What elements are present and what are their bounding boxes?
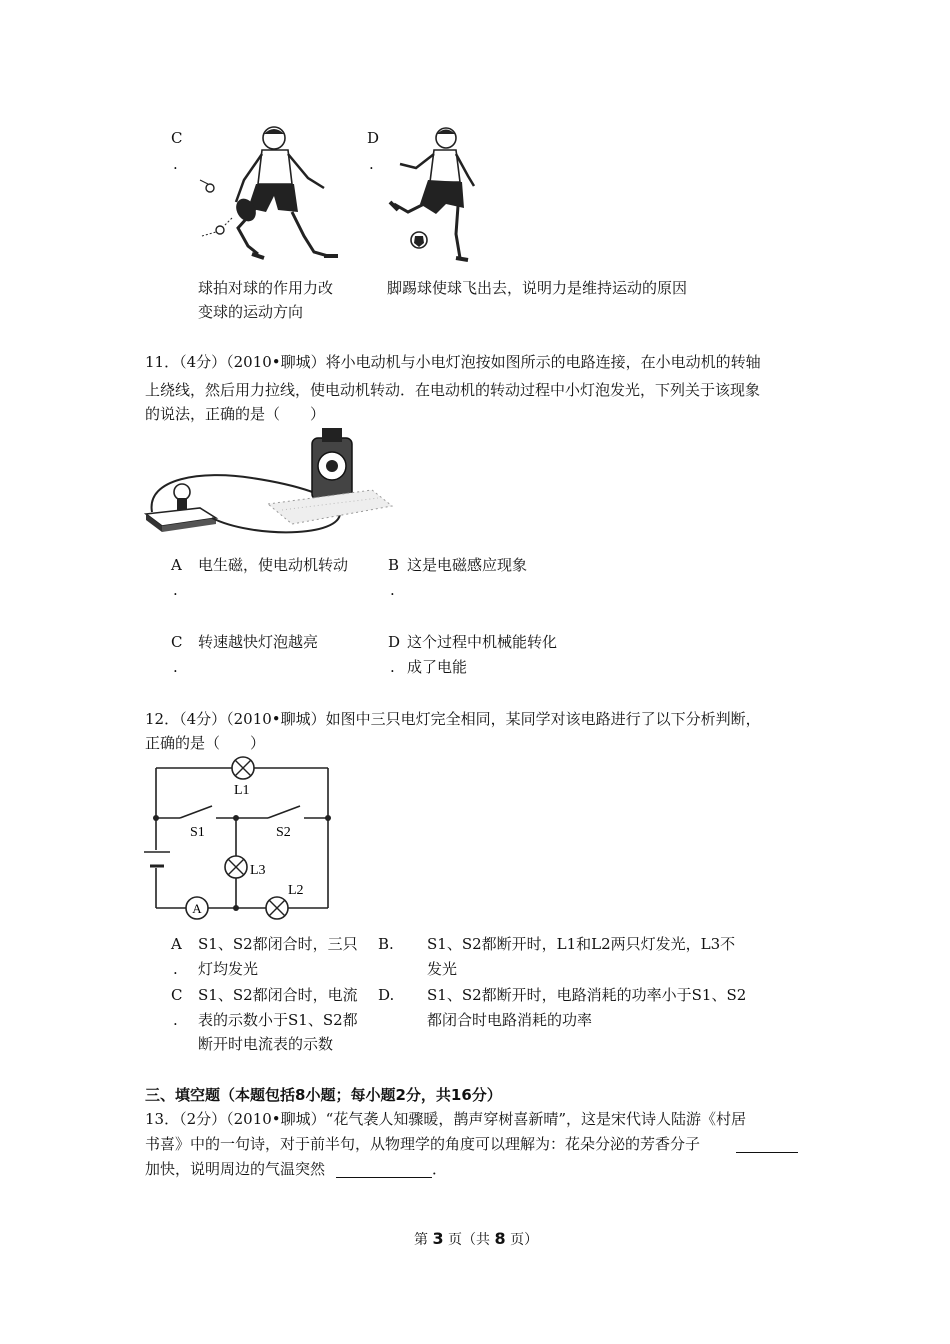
q11-option-d-label: D — [388, 633, 401, 651]
q11-option-d-dot: . — [390, 658, 395, 676]
lamp-l3-label: L3 — [250, 863, 266, 878]
q10-option-c-label: C — [171, 129, 183, 147]
tennis-player-figure — [196, 122, 346, 267]
q12-option-c-dot: . — [173, 1011, 178, 1029]
footer-middle: 页（共 — [448, 1232, 491, 1248]
q11-stem-line1: 11．（4分）（2010•聊城）将小电动机与小电灯泡按如图所示的电路连接，在小电动机的转轴 — [145, 353, 761, 371]
switch-s2-label: S2 — [276, 825, 291, 840]
q11-stem-line3: 的说法，正确的是（ ） — [145, 405, 326, 423]
footer-total-pages: 8 — [494, 1229, 506, 1248]
motor-bulb-figure — [142, 426, 394, 538]
q12-option-b-text-line1: S1、S2都断开时，L1和L2两只灯发光，L3不 — [427, 935, 736, 953]
q11-option-a-dot: . — [173, 581, 178, 599]
q12-option-c-text-line1: S1、S2都闭合时，电流 — [198, 986, 358, 1004]
q10-option-c-text-line1: 球拍对球的作用力改 — [198, 279, 334, 297]
q10-option-d-dot: . — [369, 155, 374, 173]
q11-option-d-text-line2: 成了电能 — [407, 658, 468, 676]
q13-stem-line2: 书喜》中的一句诗，对于前半句，从物理学的角度可以理解为：花朵分泌的芳香分子 — [145, 1135, 701, 1153]
q12-option-a-text-line2: 灯均发光 — [198, 960, 259, 978]
section-heading: 三、填空题（本题包括8小题；每小题2分，共16分） — [145, 1086, 502, 1104]
footer-suffix: 页） — [510, 1232, 539, 1248]
q12-stem-line1: 12．（4分）（2010•聊城）如图中三只电灯完全相同，某同学对该电路进行了以下分析判断， — [145, 710, 761, 728]
footer-prefix: 第 — [414, 1232, 428, 1248]
q11-option-c-dot: . — [173, 658, 178, 676]
q11-option-a-text: 电生磁，使电动机转动 — [198, 556, 349, 574]
q12-option-d-label: D. — [378, 986, 395, 1004]
q11-option-b-text: 这是电磁感应现象 — [407, 556, 528, 574]
soccer-kick-figure — [386, 124, 486, 264]
q13-answer-blank-1[interactable] — [736, 1138, 798, 1153]
q13-stem-line3: 加快，说明周边的气温突然 — [145, 1160, 326, 1178]
q12-option-a-label: A — [171, 935, 182, 953]
q12-option-b-label: B. — [378, 935, 394, 953]
q10-option-d-text: 脚踢球使球飞出去，说明力是维持运动的原因 — [387, 279, 688, 297]
q10-option-c-dot: . — [173, 155, 178, 173]
footer-page-number: 3 — [432, 1229, 444, 1248]
q13-stem-line1: 13．（2分）（2010•聊城）“花气袭人知骤暖，鹊声穿树喜新晴”，这是宋代诗人陆游《村居 — [145, 1110, 746, 1128]
q12-option-c-label: C — [171, 986, 183, 1004]
q12-stem-line2: 正确的是（ ） — [145, 734, 266, 752]
q13-answer-blank-2[interactable] — [336, 1163, 432, 1178]
q10-option-c-text-line2: 变球的运动方向 — [198, 303, 304, 321]
q12-option-d-text-line1: S1、S2都断开时，电路消耗的功率小于S1、S2 — [427, 986, 747, 1004]
q12-option-c-text-line3: 断开时电流表的示数 — [198, 1035, 334, 1053]
q12-option-d-text-line2: 都闭合时电路消耗的功率 — [427, 1011, 593, 1029]
q12-option-a-dot: . — [173, 960, 178, 978]
q10-option-d-label: D — [367, 129, 380, 147]
q11-stem-line2: 上绕线，然后用力拉线，使电动机转动．在电动机的转动过程中小灯泡发光，下列关于该现象 — [145, 381, 761, 399]
q11-option-b-dot: . — [390, 581, 395, 599]
ammeter-label: A — [192, 901, 202, 916]
q13-stem-line3-end: ． — [432, 1160, 448, 1178]
switch-s1-label: S1 — [190, 825, 205, 840]
page-footer — [414, 1227, 538, 1252]
q11-option-a-label: A — [171, 556, 182, 574]
q11-option-c-label: C — [171, 633, 183, 651]
q12-option-c-text-line2: 表的示数小于S1、S2都 — [198, 1011, 358, 1029]
lamp-l1-label: L1 — [234, 783, 250, 798]
q12-option-a-text-line1: S1、S2都闭合时，三只 — [198, 935, 358, 953]
lamp-l2-label: L2 — [288, 883, 304, 898]
circuit-diagram — [140, 756, 336, 922]
q11-option-d-text-line1: 这个过程中机械能转化 — [407, 633, 558, 651]
q11-option-b-label: B — [388, 556, 400, 574]
q12-option-b-text-line2: 发光 — [427, 960, 458, 978]
q11-option-c-text: 转速越快灯泡越亮 — [198, 633, 319, 651]
